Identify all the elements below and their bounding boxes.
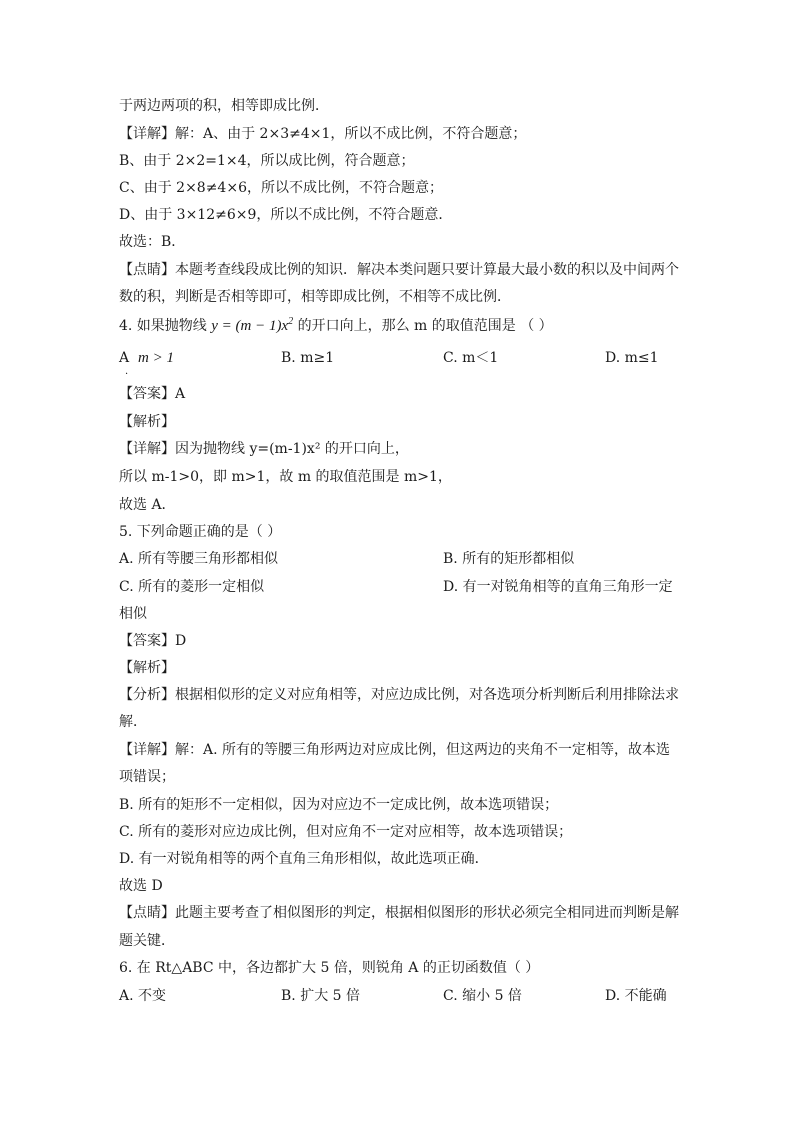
- q6-option-a: A. 不变: [119, 988, 167, 1004]
- q5-fenxi-2: 解．: [119, 714, 147, 730]
- question-5-stem: 5. 下列命题正确的是（ ）: [119, 524, 282, 540]
- q4-option-a-label: A: [119, 350, 130, 366]
- q6-option-d: D. 不能确: [605, 988, 667, 1004]
- question-4-stem: [119, 317, 553, 335]
- q5-option-d-continued: 相似: [119, 606, 147, 622]
- text-line: B、由于 2×2=1×4，所以成比例，符合题意；: [119, 153, 415, 169]
- q5-option-a: A. 所有等腰三角形都相似: [119, 551, 279, 567]
- q5-option-d: D. 有一对锐角相等的直角三角形一定: [443, 579, 673, 595]
- text-line: 【点睛】本题考查线段成比例的知识．解决本类问题只要计算最大最小数的积以及中间两个: [119, 262, 679, 278]
- text-line: C、由于 2×8≠4×6，所以不成比例，不符合题意；: [119, 180, 443, 196]
- q4-formula-exponent: 2: [288, 316, 294, 327]
- q4-analysis: 【解析】: [119, 414, 175, 430]
- text-line: D、由于 3×12≠6×9，所以不成比例，不符合题意．: [119, 207, 453, 223]
- q4-prefix: 4. 如果抛物线: [119, 318, 212, 334]
- q6-option-b: B. 扩大 5 倍: [281, 988, 360, 1004]
- q5-detail-5: D. 有一对锐角相等的两个直角三角形相似，故此选项正确．: [119, 851, 489, 867]
- q5-detail-3: B. 所有的矩形不一定相似，因为对应边不一定成比例，故本选项错误；: [119, 797, 559, 813]
- q5-answer: 【答案】D: [119, 633, 187, 649]
- q5-detail-4: C. 所有的菱形对应边成比例，但对应角不一定对应相等，故本选项错误；: [119, 824, 573, 840]
- q5-analysis: 【解析】: [119, 660, 175, 676]
- q5-detail-1: 【详解】解：A. 所有的等腰三角形两边对应成比例，但这两边的夹角不一定相等，故本选: [119, 742, 671, 758]
- q4-detail-1: 【详解】因为抛物线 y=(m-1)x² 的开口向上，: [119, 441, 409, 457]
- q4-option-d: D. m≤1: [605, 350, 659, 366]
- q4-detail-2: 所以 m-1>0，即 m>1，故 m 的取值范围是 m>1，: [119, 469, 452, 485]
- q4-option-c: C. m＜1: [443, 350, 499, 366]
- q5-fenxi-1: 【分析】根据相似形的定义对应角相等，对应边成比例，对各选项分析判断后利用排除法求: [119, 687, 679, 703]
- q4-option-b: B. m≥1: [281, 350, 335, 366]
- q5-option-c: C. 所有的菱形一定相似: [119, 579, 265, 595]
- text-line: 故选：B．: [119, 234, 186, 250]
- q6-option-c: C. 缩小 5 倍: [443, 988, 522, 1004]
- q4-option-a: [119, 349, 174, 367]
- q4-formula: [211, 318, 293, 334]
- question-6-stem: 6. 在 Rt△ABC 中，各边都扩大 5 倍，则锐角 A 的正切函数值（ ）: [119, 960, 540, 976]
- text-line: 于两边两项的积，相等即成比例．: [119, 98, 329, 114]
- q4-suffix: 的开口向上，那么 m 的取值范围是 （ ）: [293, 318, 553, 334]
- q4-formula-base: y = (m − 1)x: [211, 318, 289, 334]
- q5-conclusion: 故选 D: [119, 878, 163, 894]
- q4-option-a-math: m > 1: [138, 350, 174, 366]
- text-line: 【详解】解：A、由于 2×3≠4×1，所以不成比例，不符合题意；: [119, 126, 527, 142]
- q5-dianjing-2: 题关键．: [119, 933, 175, 949]
- q5-option-b: B. 所有的矩形都相似: [443, 551, 575, 567]
- q4-answer: 【答案】A: [119, 386, 186, 402]
- q4-conclusion: 故选 A．: [119, 497, 176, 513]
- text-line: 数的积，判断是否相等即可，相等即成比例，不相等不成比例．: [119, 289, 511, 305]
- q5-detail-2: 项错误；: [119, 769, 175, 785]
- stray-dot: ·: [125, 369, 129, 380]
- q5-dianjing-1: 【点睛】此题主要考查了相似图形的判定，根据相似图形的形状必须完全相同进而判断是解: [119, 905, 679, 921]
